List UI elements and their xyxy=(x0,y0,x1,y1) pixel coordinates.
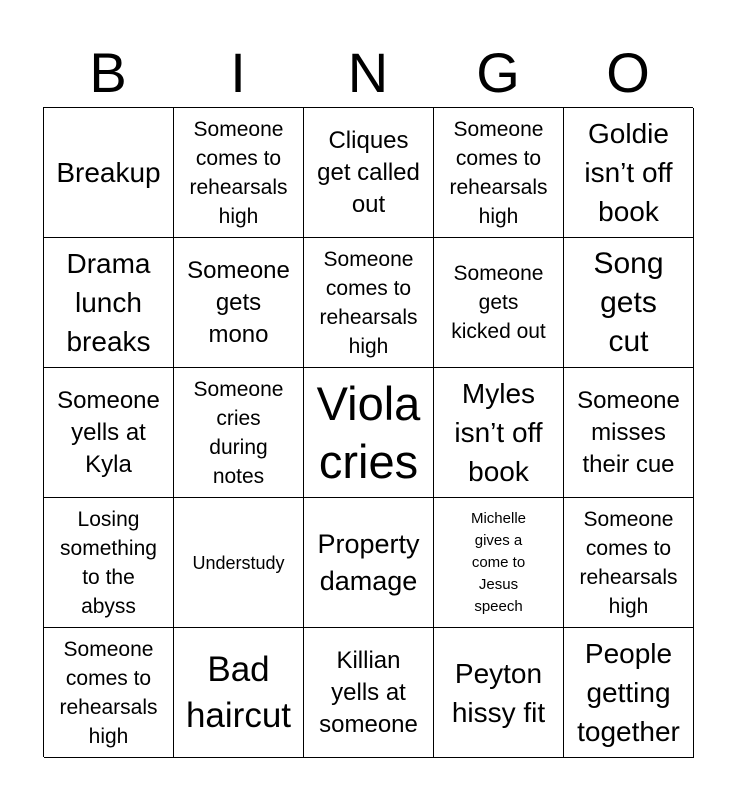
bingo-cell[interactable] xyxy=(434,498,564,628)
bingo-cell[interactable] xyxy=(304,238,434,368)
cell-text: Breakup xyxy=(56,157,161,188)
cell-text: Killian yells at someone xyxy=(319,646,418,738)
cell-text: Cliques get called out xyxy=(317,126,420,218)
bingo-cell[interactable] xyxy=(44,108,174,238)
bingo-header xyxy=(43,40,693,106)
cell-text: Understudy xyxy=(192,552,285,573)
bingo-cell[interactable] xyxy=(564,368,694,498)
cell-text: Someone misses their cue xyxy=(577,386,680,478)
bingo-cell[interactable] xyxy=(564,108,694,238)
bingo-cell[interactable] xyxy=(304,628,434,758)
bingo-cell[interactable] xyxy=(304,498,434,628)
bingo-cell[interactable] xyxy=(304,368,434,498)
header-letter-g: G xyxy=(476,41,520,104)
cell-text: Drama lunch breaks xyxy=(66,248,151,357)
bingo-cell[interactable] xyxy=(304,108,434,238)
cell-text: Someone gets kicked out xyxy=(451,262,546,343)
cell-text: Someone comes to rehearsals high xyxy=(319,247,418,358)
cell-text: Peyton hissy fit xyxy=(451,657,546,728)
cell-text: Viola cries xyxy=(316,376,421,488)
bingo-cell[interactable] xyxy=(44,628,174,758)
bingo-cell[interactable] xyxy=(434,368,564,498)
cell-text: Property damage xyxy=(317,528,420,596)
header-letter-b: B xyxy=(89,41,127,104)
header-letter-n: N xyxy=(347,41,389,104)
bingo-cell[interactable] xyxy=(174,368,304,498)
cell-text: People getting together xyxy=(577,638,680,747)
bingo-cell[interactable] xyxy=(174,108,304,238)
bingo-cell[interactable] xyxy=(44,238,174,368)
bingo-cell[interactable] xyxy=(564,498,694,628)
cell-text: Bad haircut xyxy=(185,649,292,735)
cell-text: Someone yells at Kyla xyxy=(57,386,160,478)
bingo-cell[interactable] xyxy=(564,628,694,758)
cell-text: Song gets cut xyxy=(593,247,664,358)
bingo-cell[interactable] xyxy=(174,628,304,758)
bingo-cell[interactable] xyxy=(434,238,564,368)
cell-text: Someone comes to rehearsals high xyxy=(579,507,678,618)
cell-text: Someone comes to rehearsals high xyxy=(59,637,158,748)
cell-text: Michelle gives a come to Jesus speech xyxy=(470,509,527,615)
cell-text: Someone comes to rehearsals high xyxy=(449,117,548,228)
bingo-cell[interactable] xyxy=(564,238,694,368)
bingo-cell[interactable] xyxy=(44,498,174,628)
bingo-cell[interactable] xyxy=(434,108,564,238)
cell-text: Someone gets mono xyxy=(187,256,290,348)
cell-text: Myles isn’t off book xyxy=(454,378,543,487)
cell-text: Goldie isn’t off book xyxy=(584,118,673,227)
bingo-cell[interactable] xyxy=(174,238,304,368)
cell-text: Someone cries during notes xyxy=(193,377,284,488)
header-letter-i: I xyxy=(230,41,246,104)
bingo-grid xyxy=(43,107,693,757)
header-letter-o: O xyxy=(606,41,650,104)
bingo-cell[interactable] xyxy=(434,628,564,758)
bingo-cell[interactable] xyxy=(174,498,304,628)
bingo-cell[interactable] xyxy=(44,368,174,498)
cell-text: Someone comes to rehearsals high xyxy=(189,117,288,228)
cell-text: Losing something to the abyss xyxy=(60,507,157,618)
